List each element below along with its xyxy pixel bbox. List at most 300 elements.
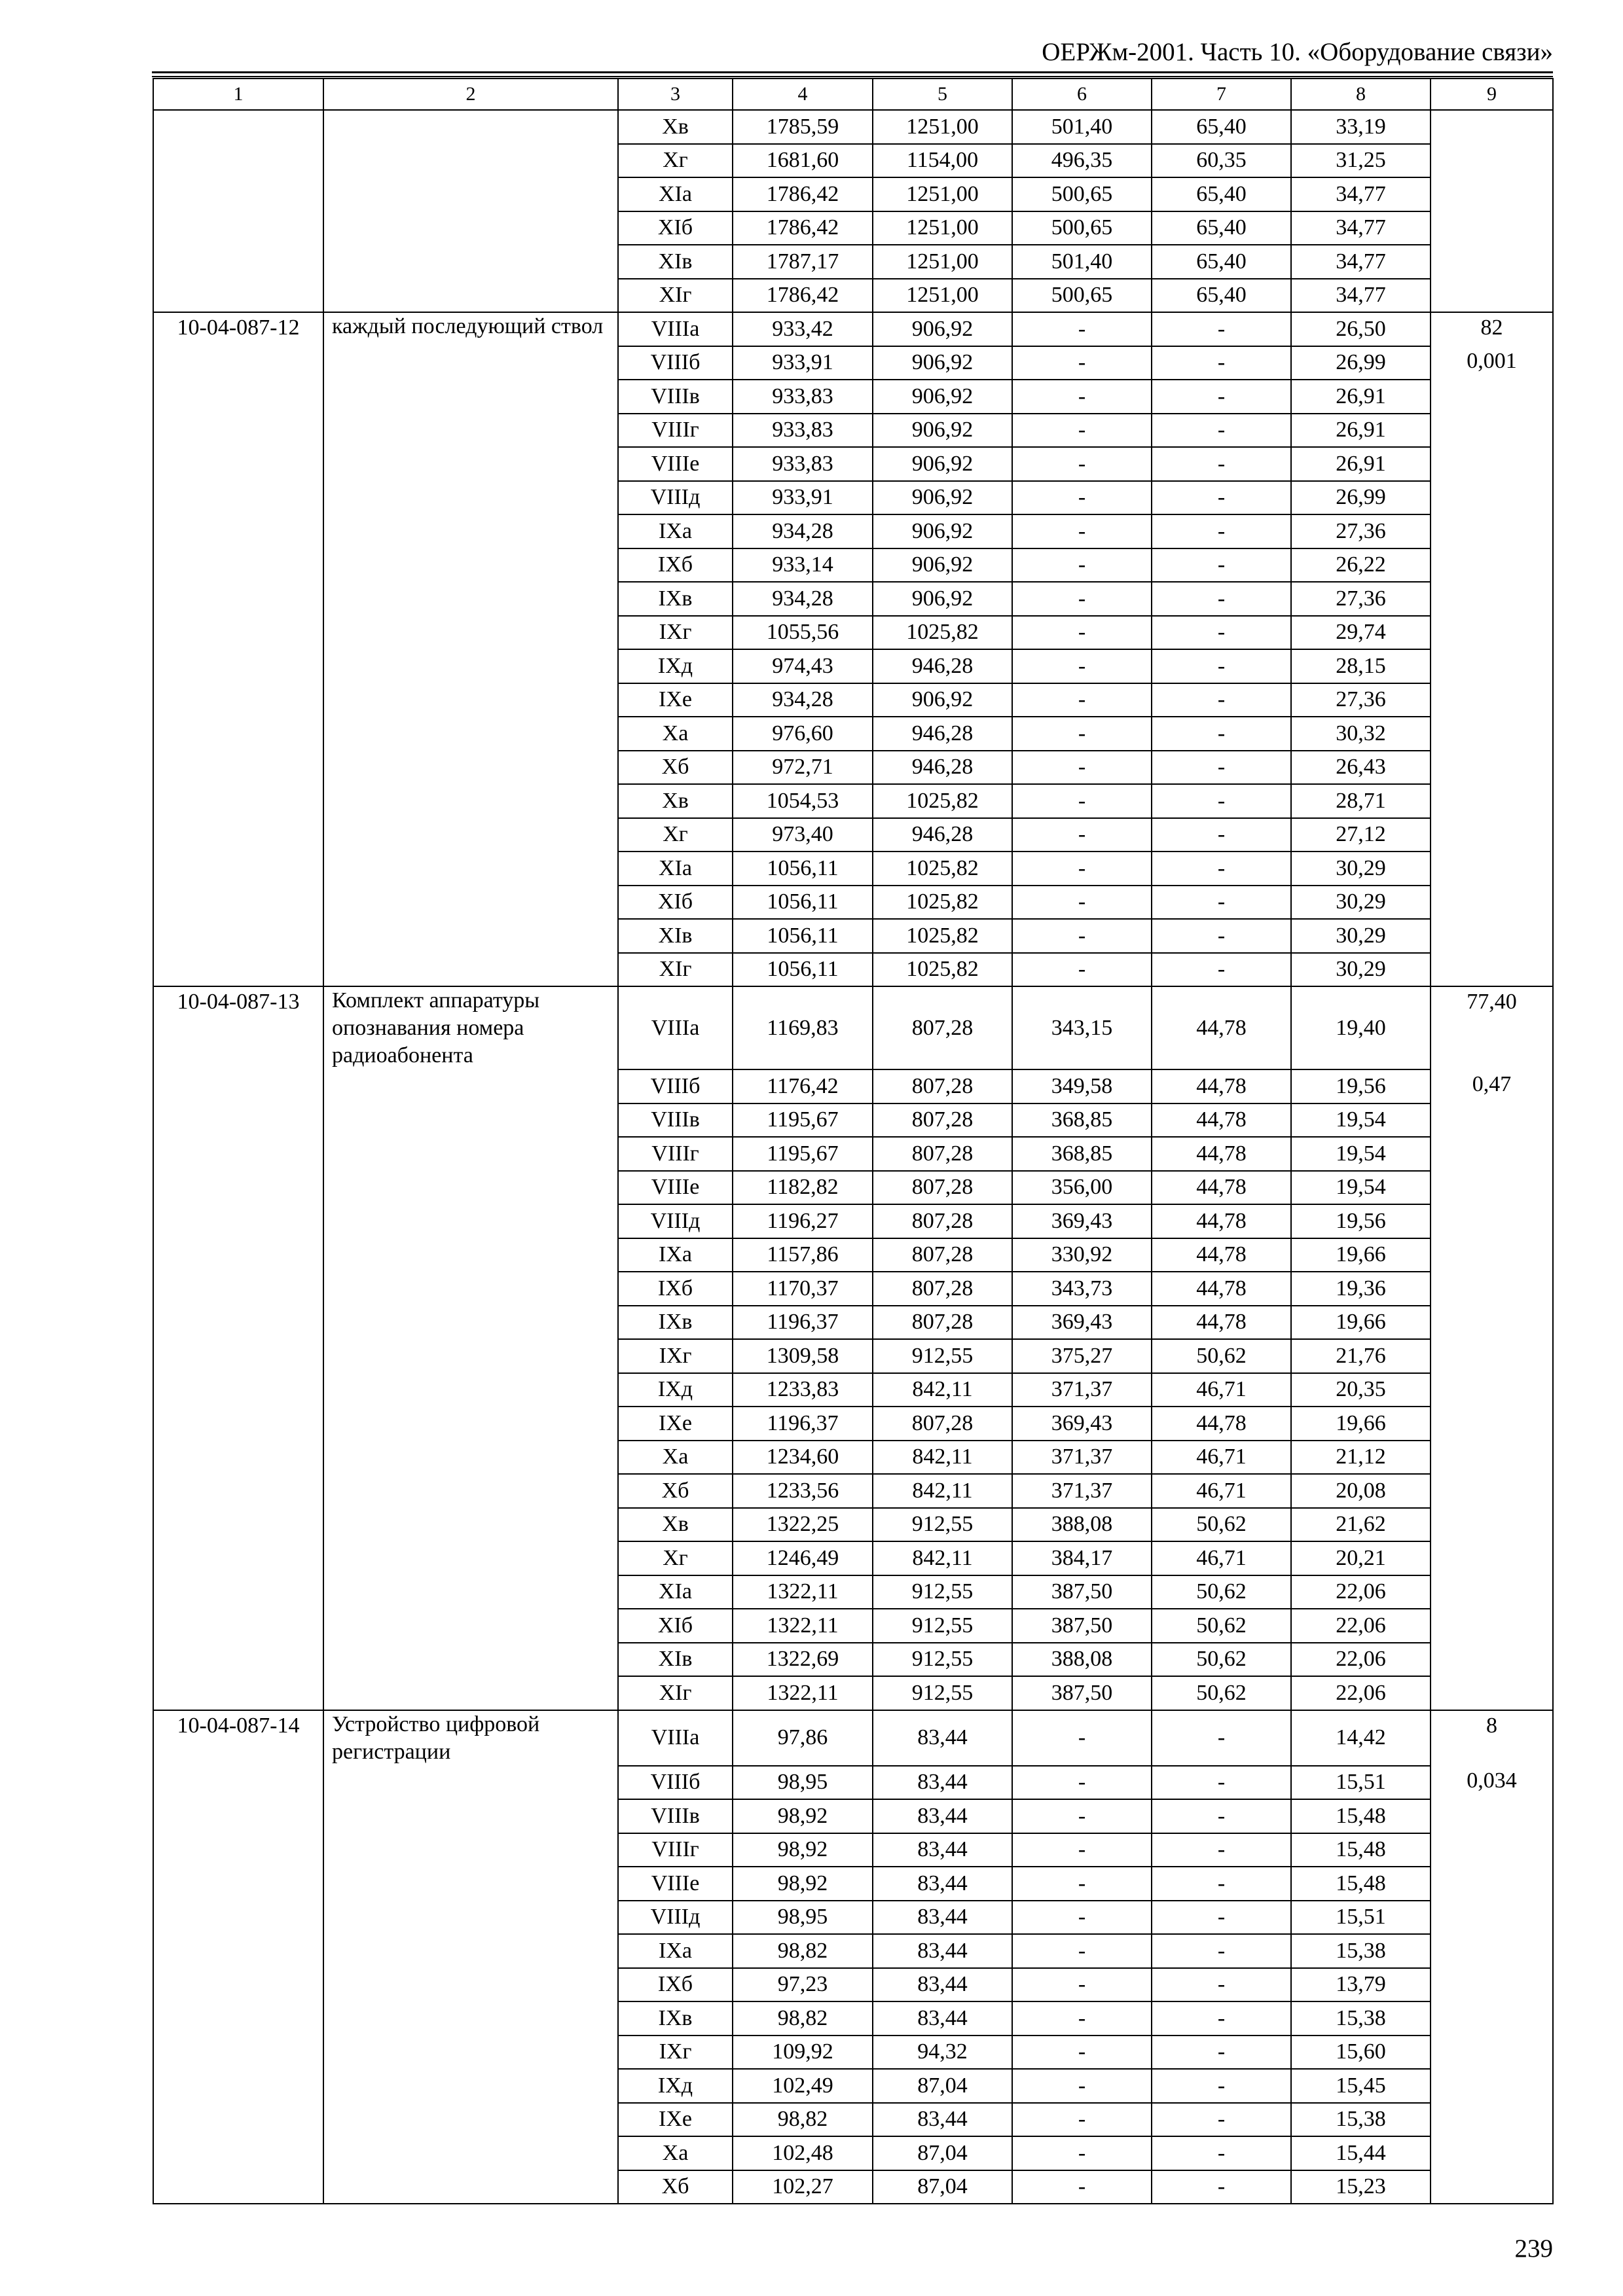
labor-hours-cell	[1431, 1103, 1553, 1138]
description-cell	[323, 1643, 618, 1677]
table-row	[153, 447, 1553, 481]
rate-code-cell: 10-04-087-13	[153, 986, 323, 1069]
materials-cost-cell: 13,79	[1291, 1968, 1431, 2002]
rate-code-cell	[153, 683, 323, 717]
description-cell	[323, 1609, 618, 1643]
materials-cost-cell: 27,36	[1291, 514, 1431, 548]
table-row	[153, 1901, 1553, 1935]
labor-hours-cell	[1431, 886, 1553, 920]
zone-cell: Xв	[618, 784, 733, 818]
description-text: Устройство цифровой регистрации	[332, 1712, 540, 1764]
column-number: 2	[323, 79, 618, 110]
machine-cost-cell: 343,15	[1012, 986, 1152, 1069]
table-row	[153, 279, 1553, 313]
materials-cost-cell: 15,51	[1291, 1766, 1431, 1800]
materials-cost-cell: 28,15	[1291, 649, 1431, 683]
description-cell	[323, 1272, 618, 1306]
operator-wage-cell: 65,40	[1152, 245, 1291, 279]
machine-cost-cell: -	[1012, 852, 1152, 886]
labor-cost-cell: 1025,82	[873, 953, 1012, 987]
materials-cost-cell: 15,38	[1291, 2103, 1431, 2137]
total-cost-cell: 1056,11	[733, 852, 873, 886]
operator-wage-cell: -	[1152, 548, 1291, 583]
total-cost-cell: 1234,60	[733, 1441, 873, 1475]
machine-cost-cell: 371,37	[1012, 1373, 1152, 1407]
description-cell	[323, 1676, 618, 1710]
zone-cell: Xг	[618, 818, 733, 852]
labor-cost-cell: 87,04	[873, 2170, 1012, 2204]
description-cell	[323, 1508, 618, 1542]
table-row	[153, 211, 1553, 245]
machine-cost-cell: -	[1012, 886, 1152, 920]
zone-cell: IXа	[618, 1238, 733, 1272]
table-row	[153, 986, 1553, 1069]
labor-cost-cell: 83,44	[873, 1833, 1012, 1867]
machine-cost-cell: 384,17	[1012, 1541, 1152, 1575]
materials-cost-cell: 26,91	[1291, 380, 1431, 414]
materials-cost-cell: 30,29	[1291, 852, 1431, 886]
rate-code-cell	[153, 1103, 323, 1138]
operator-wage-cell: 50,62	[1152, 1676, 1291, 1710]
materials-cost-cell: 34,77	[1291, 211, 1431, 245]
operator-wage-cell: -	[1152, 1968, 1291, 2002]
total-cost-cell: 1196,37	[733, 1306, 873, 1340]
description-cell	[323, 649, 618, 683]
rate-code-cell	[153, 1306, 323, 1340]
rate-code-cell	[153, 1474, 323, 1508]
total-cost-cell: 98,82	[733, 2103, 873, 2137]
zone-cell: IXг	[618, 616, 733, 650]
zone-cell: VIIIа	[618, 312, 733, 346]
total-cost-cell: 102,48	[733, 2136, 873, 2170]
total-cost-cell: 1322,11	[733, 1575, 873, 1609]
labor-hours-cell	[1431, 1609, 1553, 1643]
labor-cost-cell: 807,28	[873, 1171, 1012, 1205]
zone-cell: XIб	[618, 1609, 733, 1643]
labor-hours-cell	[1431, 616, 1553, 650]
machine-cost-cell: -	[1012, 2103, 1152, 2137]
labor-cost-cell: 912,55	[873, 1339, 1012, 1373]
table-row	[153, 1306, 1553, 1340]
materials-cost-cell: 15,38	[1291, 2001, 1431, 2036]
operator-wage-cell: 46,71	[1152, 1474, 1291, 1508]
description-cell	[323, 177, 618, 211]
table-row	[153, 1441, 1553, 1475]
materials-cost-cell: 15,48	[1291, 1799, 1431, 1833]
rate-code-cell	[153, 1609, 323, 1643]
labor-cost-cell: 912,55	[873, 1609, 1012, 1643]
zone-cell: Xб	[618, 2170, 733, 2204]
materials-cost-cell: 27,12	[1291, 818, 1431, 852]
materials-cost-cell: 15,38	[1291, 1934, 1431, 1968]
operator-wage-cell: 50,62	[1152, 1609, 1291, 1643]
labor-hours-cell	[1431, 1934, 1553, 1968]
machine-cost-cell: -	[1012, 514, 1152, 548]
table-row	[153, 1069, 1553, 1103]
rate-code-cell	[153, 1799, 323, 1833]
zone-cell: XIа	[618, 177, 733, 211]
operator-wage-cell: -	[1152, 1934, 1291, 1968]
labor-hours-cell	[1431, 1441, 1553, 1475]
operator-wage-cell: 44,78	[1152, 1171, 1291, 1205]
machine-cost-cell: 387,50	[1012, 1575, 1152, 1609]
rate-code-cell	[153, 414, 323, 448]
table-row	[153, 1474, 1553, 1508]
labor-cost-cell: 807,28	[873, 986, 1012, 1069]
rate-code-cell	[153, 1339, 323, 1373]
zone-cell: VIIIд	[618, 1204, 733, 1238]
labor-hours-cell: 0,034	[1431, 1766, 1553, 1800]
rate-code-cell	[153, 751, 323, 785]
zone-cell: XIа	[618, 1575, 733, 1609]
machine-cost-cell: 330,92	[1012, 1238, 1152, 1272]
labor-hours-cell	[1431, 110, 1553, 144]
description-cell	[323, 1833, 618, 1867]
labor-hours-cell	[1431, 1373, 1553, 1407]
materials-cost-cell: 14,42	[1291, 1710, 1431, 1766]
materials-cost-cell: 15,48	[1291, 1833, 1431, 1867]
zone-cell: Xб	[618, 1474, 733, 1508]
total-cost-cell: 1246,49	[733, 1541, 873, 1575]
labor-hours-cell	[1431, 1474, 1553, 1508]
zone-cell: IXг	[618, 2036, 733, 2070]
machine-cost-cell: -	[1012, 717, 1152, 751]
zone-cell: IXб	[618, 1272, 733, 1306]
labor-hours-cell	[1431, 2036, 1553, 2070]
machine-cost-cell: -	[1012, 582, 1152, 616]
table-row	[153, 1575, 1553, 1609]
materials-cost-cell: 26,91	[1291, 414, 1431, 448]
total-cost-cell: 102,27	[733, 2170, 873, 2204]
total-cost-cell: 1055,56	[733, 616, 873, 650]
materials-cost-cell: 21,62	[1291, 1508, 1431, 1542]
table-row	[153, 751, 1553, 785]
labor-hours-cell	[1431, 717, 1553, 751]
description-cell	[323, 1710, 618, 1766]
table-row	[153, 245, 1553, 279]
labor-cost-cell: 807,28	[873, 1069, 1012, 1103]
materials-cost-cell: 26,22	[1291, 548, 1431, 583]
operator-wage-cell: -	[1152, 1710, 1291, 1766]
rate-code-cell	[153, 784, 323, 818]
rate-code-cell	[153, 245, 323, 279]
labor-cost-cell: 842,11	[873, 1541, 1012, 1575]
operator-wage-cell: -	[1152, 616, 1291, 650]
zone-cell: IXв	[618, 2001, 733, 2036]
rate-code-cell	[153, 953, 323, 987]
description-cell	[323, 312, 618, 346]
total-cost-cell: 933,91	[733, 481, 873, 515]
machine-cost-cell: 356,00	[1012, 1171, 1152, 1205]
description-cell	[323, 1968, 618, 2002]
rate-code-cell	[153, 1238, 323, 1272]
labor-hours-cell	[1431, 683, 1553, 717]
materials-cost-cell: 26,50	[1291, 312, 1431, 346]
labor-cost-cell: 912,55	[873, 1676, 1012, 1710]
labor-cost-cell: 946,28	[873, 649, 1012, 683]
labor-cost-cell: 807,28	[873, 1137, 1012, 1171]
zone-cell: Xг	[618, 144, 733, 178]
labor-cost-cell: 1025,82	[873, 616, 1012, 650]
description-cell	[323, 1867, 618, 1901]
operator-wage-cell: 46,71	[1152, 1373, 1291, 1407]
labor-hours-cell	[1431, 514, 1553, 548]
zone-cell: XIа	[618, 852, 733, 886]
rate-code-cell	[153, 1407, 323, 1441]
table-row	[153, 514, 1553, 548]
machine-cost-cell: -	[1012, 1766, 1152, 1800]
table-row	[153, 2170, 1553, 2204]
machine-cost-cell: 368,85	[1012, 1137, 1152, 1171]
zone-cell: IXд	[618, 2069, 733, 2103]
column-number: 7	[1152, 79, 1291, 110]
labor-cost-cell: 1025,82	[873, 852, 1012, 886]
operator-wage-cell: -	[1152, 953, 1291, 987]
description-text: Комплект аппаратуры опознавания номера радиоабонента	[332, 988, 540, 1067]
labor-cost-cell: 807,28	[873, 1272, 1012, 1306]
total-cost-cell: 1309,58	[733, 1339, 873, 1373]
machine-cost-cell: -	[1012, 953, 1152, 987]
operator-wage-cell: -	[1152, 312, 1291, 346]
zone-cell: XIв	[618, 1643, 733, 1677]
labor-cost-cell: 946,28	[873, 717, 1012, 751]
materials-cost-cell: 30,29	[1291, 886, 1431, 920]
materials-cost-cell: 19,54	[1291, 1137, 1431, 1171]
header-rule-thin	[152, 76, 1553, 77]
table-row	[153, 380, 1553, 414]
table-row	[153, 1676, 1553, 1710]
rate-code-cell	[153, 1541, 323, 1575]
labor-hours-cell	[1431, 279, 1553, 313]
operator-wage-cell: -	[1152, 2103, 1291, 2137]
machine-cost-cell: 371,37	[1012, 1474, 1152, 1508]
table-body	[153, 79, 1553, 2204]
operator-wage-cell: 65,40	[1152, 211, 1291, 245]
machine-cost-cell: 369,43	[1012, 1204, 1152, 1238]
machine-cost-cell: -	[1012, 751, 1152, 785]
operator-wage-cell: 50,62	[1152, 1575, 1291, 1609]
rate-code-cell	[153, 2036, 323, 2070]
materials-cost-cell: 28,71	[1291, 784, 1431, 818]
materials-cost-cell: 29,74	[1291, 616, 1431, 650]
materials-cost-cell: 21,76	[1291, 1339, 1431, 1373]
operator-wage-cell: -	[1152, 784, 1291, 818]
table-row	[153, 346, 1553, 380]
table-row	[153, 1833, 1553, 1867]
machine-cost-cell: 349,58	[1012, 1069, 1152, 1103]
description-cell	[323, 1575, 618, 1609]
zone-cell: VIIIб	[618, 346, 733, 380]
table-row	[153, 2069, 1553, 2103]
machine-cost-cell: 343,73	[1012, 1272, 1152, 1306]
zone-cell: Xа	[618, 2136, 733, 2170]
operator-wage-cell: -	[1152, 751, 1291, 785]
operator-wage-cell: -	[1152, 2001, 1291, 2036]
rates-table	[153, 78, 1554, 2204]
zone-cell: XIг	[618, 279, 733, 313]
zone-cell: VIIIа	[618, 1710, 733, 1766]
table-row	[153, 1867, 1553, 1901]
labor-cost-cell: 83,44	[873, 1710, 1012, 1766]
rate-code-cell	[153, 548, 323, 583]
description-cell	[323, 1373, 618, 1407]
rate-code-cell	[153, 144, 323, 178]
total-cost-cell: 974,43	[733, 649, 873, 683]
labor-cost-cell: 1025,82	[873, 886, 1012, 920]
zone-cell: IXе	[618, 1407, 733, 1441]
materials-cost-cell: 26,99	[1291, 481, 1431, 515]
labor-cost-cell: 906,92	[873, 683, 1012, 717]
total-cost-cell: 1787,17	[733, 245, 873, 279]
materials-cost-cell: 34,77	[1291, 279, 1431, 313]
operator-wage-cell: 44,78	[1152, 1306, 1291, 1340]
total-cost-cell: 97,86	[733, 1710, 873, 1766]
materials-cost-cell: 26,91	[1291, 447, 1431, 481]
rate-code-cell: 10-04-087-14	[153, 1710, 323, 1766]
table-row	[153, 312, 1553, 346]
zone-cell: XIб	[618, 211, 733, 245]
operator-wage-cell: -	[1152, 2136, 1291, 2170]
total-cost-cell: 1157,86	[733, 1238, 873, 1272]
materials-cost-cell: 26,99	[1291, 346, 1431, 380]
column-number: 1	[153, 79, 323, 110]
total-cost-cell: 1681,60	[733, 144, 873, 178]
table-row	[153, 852, 1553, 886]
labor-cost-cell: 1251,00	[873, 177, 1012, 211]
operator-wage-cell: -	[1152, 481, 1291, 515]
total-cost-cell: 1786,42	[733, 177, 873, 211]
materials-cost-cell: 22,06	[1291, 1609, 1431, 1643]
rate-code-cell	[153, 1901, 323, 1935]
machine-cost-cell: -	[1012, 616, 1152, 650]
description-cell	[323, 548, 618, 583]
description-cell	[323, 2001, 618, 2036]
total-cost-cell: 1195,67	[733, 1103, 873, 1138]
description-cell	[323, 683, 618, 717]
labor-hours-cell	[1431, 2136, 1553, 2170]
machine-cost-cell: 368,85	[1012, 1103, 1152, 1138]
description-cell	[323, 2170, 618, 2204]
labor-cost-cell: 842,11	[873, 1441, 1012, 1475]
machine-cost-cell: 388,08	[1012, 1643, 1152, 1677]
total-cost-cell: 973,40	[733, 818, 873, 852]
table-row	[153, 1541, 1553, 1575]
total-cost-cell: 933,42	[733, 312, 873, 346]
rate-code-cell	[153, 481, 323, 515]
labor-cost-cell: 83,44	[873, 1934, 1012, 1968]
total-cost-cell: 1786,42	[733, 211, 873, 245]
materials-cost-cell: 34,77	[1291, 245, 1431, 279]
machine-cost-cell: 501,40	[1012, 245, 1152, 279]
page-header: ОЕРЖм-2001. Часть 10. «Оборудование связи»	[1042, 38, 1553, 66]
machine-cost-cell: -	[1012, 1934, 1152, 1968]
machine-cost-cell: 496,35	[1012, 144, 1152, 178]
zone-cell: XIв	[618, 245, 733, 279]
zone-cell: IXб	[618, 548, 733, 583]
description-cell	[323, 1069, 618, 1103]
machine-cost-cell: -	[1012, 346, 1152, 380]
rate-code-cell	[153, 1643, 323, 1677]
description-text: каждый последующий ствол	[332, 314, 604, 338]
labor-hours-cell	[1431, 784, 1553, 818]
rate-code-cell	[153, 582, 323, 616]
table-row	[153, 886, 1553, 920]
operator-wage-cell: -	[1152, 683, 1291, 717]
total-cost-cell: 98,92	[733, 1867, 873, 1901]
labor-hours-cell	[1431, 447, 1553, 481]
machine-cost-cell: -	[1012, 683, 1152, 717]
operator-wage-cell: -	[1152, 1799, 1291, 1833]
rate-code-cell	[153, 717, 323, 751]
machine-cost-cell: -	[1012, 818, 1152, 852]
labor-hours-cell	[1431, 1901, 1553, 1935]
zone-cell: VIIIе	[618, 447, 733, 481]
operator-wage-cell: -	[1152, 886, 1291, 920]
operator-wage-cell: -	[1152, 1833, 1291, 1867]
rate-code-cell	[153, 1171, 323, 1205]
materials-cost-cell: 31,25	[1291, 144, 1431, 178]
total-cost-cell: 98,95	[733, 1766, 873, 1800]
zone-cell: Xа	[618, 717, 733, 751]
labor-hours-cell	[1431, 852, 1553, 886]
rate-code-cell	[153, 1934, 323, 1968]
description-cell	[323, 2069, 618, 2103]
operator-wage-cell: 65,40	[1152, 110, 1291, 144]
total-cost-cell: 1056,11	[733, 886, 873, 920]
labor-hours-cell	[1431, 414, 1553, 448]
description-cell	[323, 144, 618, 178]
table-row	[153, 683, 1553, 717]
description-cell	[323, 1901, 618, 1935]
description-cell	[323, 1934, 618, 1968]
machine-cost-cell: 501,40	[1012, 110, 1152, 144]
machine-cost-cell: 369,43	[1012, 1407, 1152, 1441]
operator-wage-cell: -	[1152, 2036, 1291, 2070]
zone-cell: VIIIе	[618, 1171, 733, 1205]
description-cell	[323, 751, 618, 785]
machine-cost-cell: 371,37	[1012, 1441, 1152, 1475]
total-cost-cell: 1322,69	[733, 1643, 873, 1677]
rate-code-cell	[153, 1508, 323, 1542]
table-row	[153, 818, 1553, 852]
machine-cost-cell: -	[1012, 2170, 1152, 2204]
total-cost-cell: 1056,11	[733, 953, 873, 987]
total-cost-cell: 933,83	[733, 447, 873, 481]
labor-hours-cell	[1431, 1508, 1553, 1542]
machine-cost-cell: 500,65	[1012, 211, 1152, 245]
machine-cost-cell: -	[1012, 649, 1152, 683]
labor-cost-cell: 83,44	[873, 1867, 1012, 1901]
table-row	[153, 1508, 1553, 1542]
labor-hours-cell: 77,40	[1431, 986, 1553, 1069]
operator-wage-cell: 44,78	[1152, 1069, 1291, 1103]
machine-cost-cell: 500,65	[1012, 177, 1152, 211]
materials-cost-cell: 22,06	[1291, 1575, 1431, 1609]
table-row	[153, 2136, 1553, 2170]
description-cell	[323, 481, 618, 515]
operator-wage-cell: -	[1152, 2170, 1291, 2204]
labor-cost-cell: 87,04	[873, 2069, 1012, 2103]
zone-cell: Xв	[618, 1508, 733, 1542]
labor-hours-cell	[1431, 649, 1553, 683]
rate-code-cell	[153, 1968, 323, 2002]
table-row	[153, 1339, 1553, 1373]
rate-code-cell	[153, 1272, 323, 1306]
labor-cost-cell: 87,04	[873, 2136, 1012, 2170]
description-cell	[323, 1238, 618, 1272]
operator-wage-cell: 65,40	[1152, 177, 1291, 211]
operator-wage-cell: -	[1152, 1766, 1291, 1800]
